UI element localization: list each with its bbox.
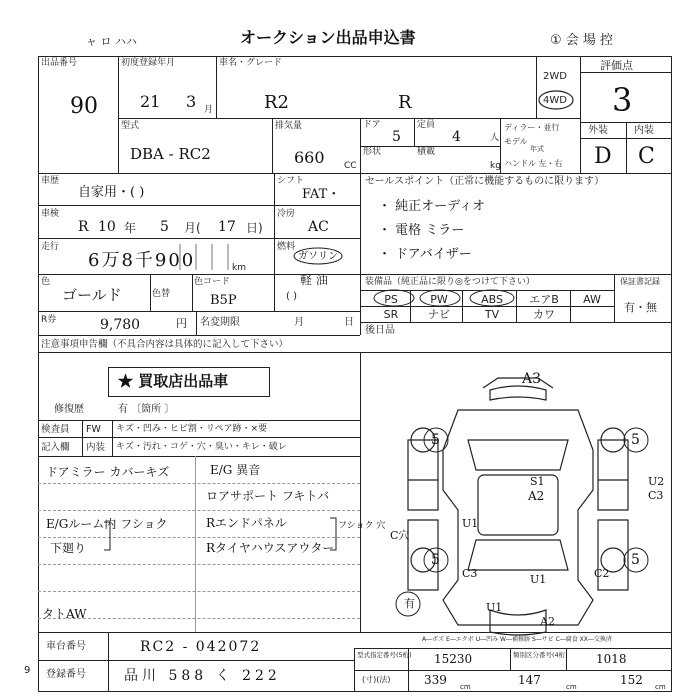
doors-value: 5 <box>392 129 401 145</box>
exterior-label: 外装 <box>588 125 608 136</box>
sales-point-item: ・ 純正オーディオ <box>378 199 486 214</box>
color-code-value: B5P <box>210 293 237 308</box>
venue-copy-label: ① 会 場 控 <box>550 33 614 48</box>
capacity-label: 定員 <box>417 120 436 130</box>
repair-value: 有 〔箇所 〕 <box>118 404 175 415</box>
sales-point-item: ・ 電格 ミラー <box>378 223 465 238</box>
history-label: 車歴 <box>41 176 60 186</box>
remark-line: Rエンドパネル <box>206 516 287 530</box>
damage-mark: 5 <box>631 552 640 568</box>
mileage-grid <box>166 240 236 274</box>
recycle-unit: 円 <box>176 317 187 330</box>
registration-label: 登録番号 <box>46 669 86 680</box>
expiry-day: 日 <box>344 317 354 328</box>
dimension-length: 339 <box>424 673 447 687</box>
sales-points-label: セールスポイント（正常に機能するものに限ります） <box>365 176 605 187</box>
inspection-day: 17 <box>218 219 236 235</box>
damage-mark: A3 <box>522 371 542 387</box>
margin-number: 9 <box>24 665 31 676</box>
chassis-value: RC2 - 042072 <box>140 639 262 655</box>
recycle-label: R券 <box>41 315 57 325</box>
interior-value: C <box>638 144 655 169</box>
chassis-label: 車台番号 <box>46 641 86 652</box>
inspection-year: 10 <box>98 219 116 235</box>
remark-line: E/G 異音 <box>210 463 261 477</box>
shift-label: シフト <box>277 176 305 186</box>
damage-mark: U2 <box>648 475 665 488</box>
later-items-label: 後日品 <box>365 325 395 336</box>
damage-mark: A2 <box>540 615 555 628</box>
rating-label: 評価点 <box>600 59 633 72</box>
mileage-unit: km <box>232 263 246 273</box>
rating-value: 3 <box>612 81 633 119</box>
color-change-label: 色替 <box>152 289 171 299</box>
inspector-label: 検査員 <box>41 424 70 435</box>
remark-line: タトAW <box>42 607 87 621</box>
damage-mark: 5 <box>431 432 440 448</box>
dimension-unit: cm <box>566 683 577 691</box>
equip-tv: TV <box>484 308 500 321</box>
model-name-value: R2 <box>264 92 290 113</box>
exterior-value: D <box>594 144 612 169</box>
displacement-label: 排気量 <box>275 121 303 131</box>
equipment-label: 装備品（純正品に限り◎をつけて下さい） <box>365 277 535 287</box>
damage-mark: A2 <box>528 489 545 503</box>
fuel-label: 燃料 <box>277 242 296 252</box>
ac-value: AC <box>308 219 329 235</box>
repair-label: 修復歴 <box>54 404 84 415</box>
mileage-value: 6万8千900 <box>88 250 196 271</box>
equip-ps: PS <box>384 293 398 306</box>
equip-airbag: エアB <box>529 293 559 306</box>
damage-mark: U1 <box>462 517 479 530</box>
damage-mark: 5 <box>631 432 640 448</box>
damage-mark: U1 <box>530 573 547 586</box>
guarantee-value: 有・無 <box>624 301 657 314</box>
damage-mark: U1 <box>486 601 503 614</box>
fuel-diesel: 軽 油 <box>300 273 328 287</box>
interior-label: 内装 <box>634 125 654 136</box>
doors-label: ドア <box>363 120 381 130</box>
entry-label: 記入欄 <box>41 442 70 453</box>
remark-line: Rタイヤハウスアウター <box>206 541 335 555</box>
remark-line: ロアサポート フキトバ <box>206 489 330 503</box>
form-title: オークション出品申込書 <box>240 28 416 47</box>
equip-kawa: カワ <box>533 308 555 321</box>
damage-mark: C穴 <box>390 529 410 542</box>
damage-mark: S1 <box>530 475 545 488</box>
month-unit: 月 <box>204 105 214 115</box>
authorization-label: 型式指定番号(5桁) <box>357 651 412 659</box>
displacement-value: 660 <box>294 148 325 167</box>
fuel-circle-icon <box>292 246 344 266</box>
class-value: 1018 <box>596 652 627 666</box>
equipment-circle-marks <box>370 288 570 308</box>
equip-sr: SR <box>383 308 399 321</box>
registration-value: 品川 588 く 222 <box>124 668 281 684</box>
interior-row-label: 内装 <box>86 442 106 453</box>
buyback-stamp-text: ★ 買取店出品車 <box>118 372 229 390</box>
lot-number-label: 出品番号 <box>41 58 78 68</box>
first-registration-year: 21 <box>140 92 161 111</box>
fuel-gasoline: ガソリン <box>298 251 338 262</box>
first-registration-month: 3 <box>186 92 197 111</box>
type-code-label: 型式 <box>121 121 140 131</box>
guarantee-label: 保証書記録 <box>620 277 660 286</box>
cargo-label: 積載 <box>417 147 436 157</box>
equip-pw: PW <box>430 293 448 306</box>
color-code-label: 色コード <box>194 277 231 287</box>
inspection-era: R <box>78 219 89 235</box>
remark-line: ドアミラー カバーキズ <box>46 465 170 479</box>
dimension-unit: cm <box>460 683 471 691</box>
class-label: 類別区分番号(4桁) <box>513 651 568 659</box>
capacity-value: 4 <box>452 129 461 145</box>
damage-mark: C3 <box>648 489 664 502</box>
remark-brackets <box>100 510 370 560</box>
color-label: 色 <box>41 277 51 287</box>
damage-mark: C3 <box>462 567 478 580</box>
name-change-label: 名変期限 <box>200 317 240 328</box>
color-value: ゴールド <box>62 286 122 304</box>
header-left-text: ャ ロ ハハ <box>86 35 137 48</box>
dimension-label: (寸)(法) <box>362 675 391 684</box>
inspection-year-unit: 年 <box>124 221 137 235</box>
fuel-other: ( ) <box>286 291 297 302</box>
handle-label: ハンドル 左・右 <box>504 159 563 168</box>
model-name-label: 車名・グレード <box>219 58 283 68</box>
mileage-label: 走行 <box>41 242 60 252</box>
four-wd-label: 4WD <box>543 95 567 106</box>
damage-mark: 有 <box>404 597 415 610</box>
fw-label: FW <box>86 424 101 435</box>
equip-aw: AW <box>583 293 601 306</box>
fw-items: キズ・凹み・ヒビ割・リペア跡・×要 <box>116 424 268 434</box>
year-label: 年式 <box>530 145 544 153</box>
interior-items: キズ・汚れ・コゲ・穴・臭い・キレ・破レ <box>116 442 287 452</box>
history-value: 自家用・( ) <box>78 185 145 200</box>
inspection-label: 車検 <box>41 209 60 219</box>
inspection-month-unit: 月( <box>184 221 201 235</box>
damage-mark: C2 <box>594 567 610 580</box>
cargo-unit: kg <box>490 161 501 171</box>
damage-mark: 5 <box>431 552 440 568</box>
first-registration-label: 初度登録年月 <box>121 58 176 68</box>
equip-navi: ナビ <box>428 308 450 321</box>
damage-legend: A―ボズ E―エクボ U―凹み W―補修跡 S―サビ C―腐食 XX―交換済 <box>422 636 612 643</box>
inspection-month: 5 <box>160 219 169 235</box>
ac-label: 冷房 <box>277 209 296 219</box>
grade-value: R <box>398 92 412 113</box>
sales-point-item: ・ ドアバイザー <box>378 247 472 262</box>
equip-abs: ABS <box>481 293 503 306</box>
authorization-value: 15230 <box>434 652 473 666</box>
remark-line: 下廻り <box>50 541 87 555</box>
model-year-label: モデル <box>504 137 528 146</box>
dimension-width: 147 <box>518 673 541 687</box>
remark-line: E/Gルーム内 フショク <box>46 517 168 531</box>
four-wd-circle-icon <box>536 89 576 111</box>
dimension-unit: cm <box>655 683 666 691</box>
shift-value: FAT・ <box>302 187 341 202</box>
two-wd-label: 2WD <box>543 71 567 82</box>
recycle-value: 9,780 <box>100 317 141 333</box>
expiry-month: 月 <box>294 317 304 328</box>
displacement-unit: CC <box>344 161 357 171</box>
dealer-import-label: ディラー・並行 <box>504 123 560 132</box>
capacity-unit: 人 <box>490 133 500 143</box>
shape-label: 形状 <box>363 147 382 157</box>
dimension-height: 152 <box>620 673 643 687</box>
inspection-day-unit: 日) <box>246 221 263 235</box>
notes-label: 注意事項申告欄（不具合内容は具体的に記入して下さい） <box>41 339 289 350</box>
remark-line: フショク 穴 <box>338 521 386 531</box>
lot-number-value: 90 <box>70 94 98 119</box>
type-code-value: DBA - RC2 <box>130 145 211 163</box>
